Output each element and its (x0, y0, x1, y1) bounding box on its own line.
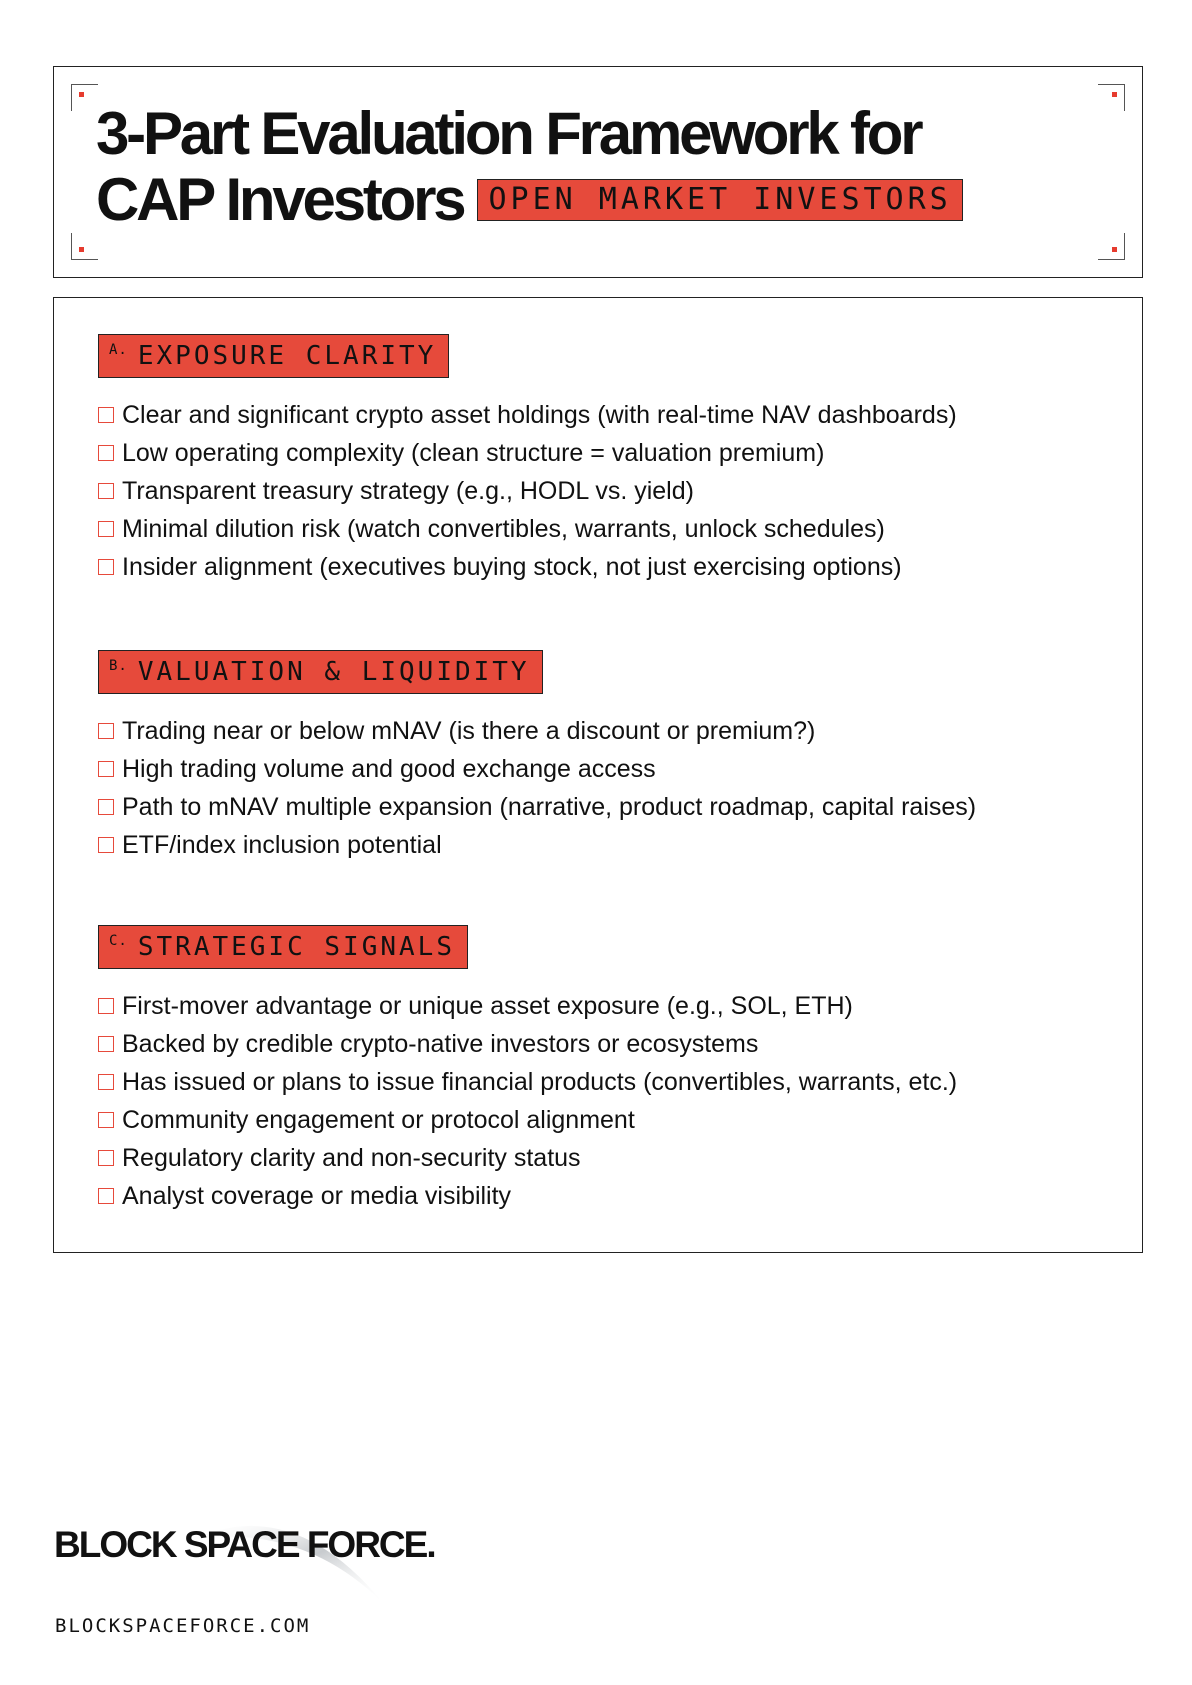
checklist-item[interactable] (98, 1177, 957, 1215)
corner-mark-top-left (71, 84, 98, 111)
section-heading-tag (98, 925, 468, 969)
corner-mark-top-right (1098, 84, 1125, 111)
checklist-item-label: Has issued or plans to issue financial products (convertibles, warrants, etc.) (122, 1067, 958, 1096)
checklist-item[interactable] (98, 987, 957, 1025)
checkbox-icon[interactable] (98, 483, 114, 499)
checklist-item[interactable] (98, 712, 976, 750)
page-title-line-2 (96, 167, 963, 233)
checklist-item-label: Regulatory clarity and non-security status (122, 1143, 581, 1172)
checklist-item-label: Trading near or below mNAV (is there a discount or premium?) (122, 716, 816, 745)
checkbox-icon[interactable] (98, 1074, 114, 1090)
checklist-item-label: Analyst coverage or media visibility (122, 1181, 512, 1210)
checklist-item[interactable] (98, 396, 957, 434)
checklist-item[interactable] (98, 1101, 957, 1139)
section-strategic-signals (98, 925, 957, 1215)
page-title-cap-investors: CAP Investors (96, 166, 464, 233)
section-letter: A. (109, 342, 128, 358)
checkbox-icon[interactable] (98, 799, 114, 815)
checklist-item[interactable] (98, 1025, 957, 1063)
checklist-item-label: Backed by credible crypto-native investors or ecosystems (122, 1029, 759, 1058)
section-heading: VALUATION & LIQUIDITY (137, 657, 530, 687)
page-title-line-1: 3-Part Evaluation Framework for (96, 100, 921, 167)
checkbox-icon[interactable] (98, 998, 114, 1014)
checklist-item-label: First-mover advantage or unique asset exposure (e.g., SOL, ETH) (122, 991, 853, 1020)
checklist-item-label: ETF/index inclusion potential (122, 830, 442, 859)
corner-mark-bottom-left (71, 233, 98, 260)
brand-name: BLOCK SPACE FORCE. (54, 1524, 435, 1565)
checkbox-icon[interactable] (98, 761, 114, 777)
checklist-item[interactable] (98, 788, 976, 826)
checklist-item[interactable] (98, 434, 957, 472)
checkbox-icon[interactable] (98, 1150, 114, 1166)
checklist-item-label: Low operating complexity (clean structure = valuation premium) (122, 438, 825, 467)
checkbox-icon[interactable] (98, 1188, 114, 1204)
checkbox-icon[interactable] (98, 837, 114, 853)
checklist-card (53, 297, 1143, 1253)
checkbox-icon[interactable] (98, 559, 114, 575)
checklist-item[interactable] (98, 472, 957, 510)
checklist-item-label: High trading volume and good exchange access (122, 754, 656, 783)
checklist-item[interactable] (98, 750, 976, 788)
section-heading-tag (98, 650, 543, 694)
section-heading: STRATEGIC SIGNALS (137, 932, 455, 962)
checkbox-icon[interactable] (98, 1112, 114, 1128)
section-letter: B. (109, 658, 128, 674)
checklist (98, 712, 976, 864)
header-card (53, 66, 1143, 278)
checklist-item-label: Transparent treasury strategy (e.g., HODL vs. yield) (122, 476, 694, 505)
website-url[interactable]: BLOCKSPACEFORCE.COM (55, 1615, 311, 1637)
corner-mark-bottom-right (1098, 233, 1125, 260)
checklist (98, 396, 957, 586)
checklist-item[interactable] (98, 1063, 957, 1101)
section-heading-tag (98, 334, 449, 378)
checklist-item-label: Minimal dilution risk (watch convertibles, warrants, unlock schedules) (122, 514, 885, 543)
checklist (98, 987, 957, 1215)
checklist-item-label: Community engagement or protocol alignment (122, 1105, 635, 1134)
section-heading: EXPOSURE CLARITY (137, 341, 437, 371)
checklist-item-label: Clear and significant crypto asset holdings (with real-time NAV dashboards) (122, 400, 957, 429)
checklist-item[interactable] (98, 826, 976, 864)
audience-tag: OPEN MARKET INVESTORS (477, 179, 962, 221)
checklist-item[interactable] (98, 1139, 957, 1177)
checkbox-icon[interactable] (98, 1036, 114, 1052)
checkbox-icon[interactable] (98, 521, 114, 537)
checklist-item-label: Insider alignment (executives buying stock, not just exercising options) (122, 552, 902, 581)
checkbox-icon[interactable] (98, 407, 114, 423)
checklist-item-label: Path to mNAV multiple expansion (narrative, product roadmap, capital raises) (122, 792, 977, 821)
checkbox-icon[interactable] (98, 723, 114, 739)
checklist-item[interactable] (98, 510, 957, 548)
section-letter: C. (109, 933, 128, 949)
section-valuation-liquidity (98, 650, 976, 864)
section-exposure-clarity (98, 334, 957, 586)
checklist-item[interactable] (98, 548, 957, 586)
checkbox-icon[interactable] (98, 445, 114, 461)
brand-logo (54, 1514, 454, 1574)
